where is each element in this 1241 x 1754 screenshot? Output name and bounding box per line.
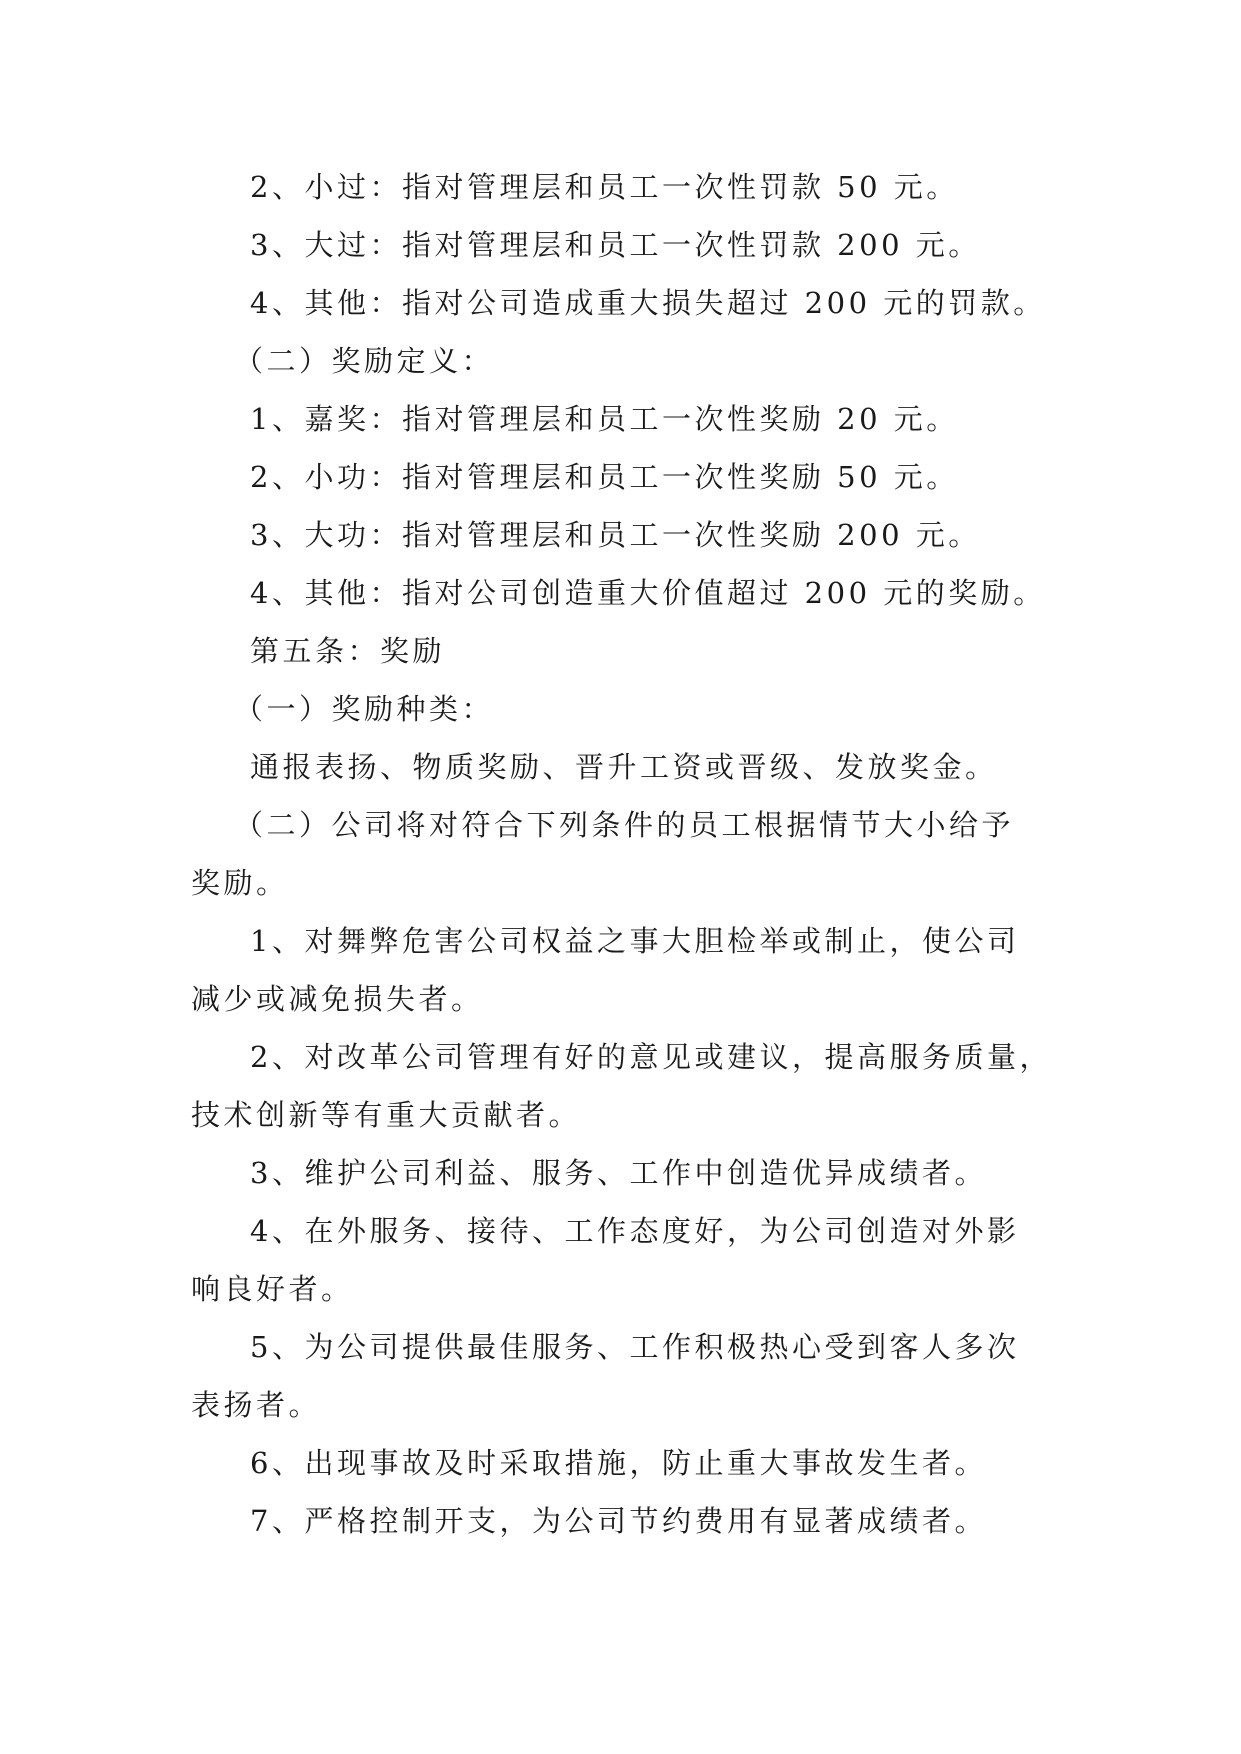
text-line: 3、大过：指对管理层和员工一次性罚款 200 元。 [250,228,981,262]
text-line: 2、小过：指对管理层和员工一次性罚款 50 元。 [250,170,959,204]
article-heading: 第五条：奖励 [250,634,446,668]
text-line: 减少或减免损失者。 [191,982,484,1016]
text-line: 表扬者。 [191,1388,322,1422]
text-line: 4、其他：指对公司创造重大价值超过 200 元的奖励。 [250,576,1046,610]
text-line: 5、为公司提供最佳服务、工作积极热心受到客人多次 [250,1330,1020,1364]
text-line: 3、维护公司利益、服务、工作中创造优异成绩者。 [250,1156,987,1190]
section-heading: （一）奖励种类： [234,692,495,726]
text-line: 3、大功：指对管理层和员工一次性奖励 200 元。 [250,518,981,552]
text-line: 4、在外服务、接待、工作态度好，为公司创造对外影 [250,1214,1020,1248]
text-line: 通报表扬、物质奖励、晋升工资或晋级、发放奖金。 [250,750,998,784]
text-line: 1、对舞弊危害公司权益之事大胆检举或制止，使公司 [250,924,1020,958]
section-heading: （二）公司将对符合下列条件的员工根据情节大小给予 [234,808,1015,842]
text-line: 响良好者。 [191,1272,354,1306]
text-line: 2、对改革公司管理有好的意见或建议，提高服务质量， [250,1040,1052,1074]
section-heading: （二）奖励定义： [234,344,495,378]
text-line: 1、嘉奖：指对管理层和员工一次性奖励 20 元。 [250,402,959,436]
text-line: 6、出现事故及时采取措施，防止重大事故发生者。 [250,1446,987,1480]
text-line: 技术创新等有重大贡献者。 [191,1098,582,1132]
text-line: 奖励。 [191,866,289,900]
document-body [191,158,1071,1550]
text-line: 7、严格控制开支，为公司节约费用有显著成绩者。 [250,1504,987,1538]
text-line: 4、其他：指对公司造成重大损失超过 200 元的罚款。 [250,286,1046,320]
text-line: 2、小功：指对管理层和员工一次性奖励 50 元。 [250,460,959,494]
